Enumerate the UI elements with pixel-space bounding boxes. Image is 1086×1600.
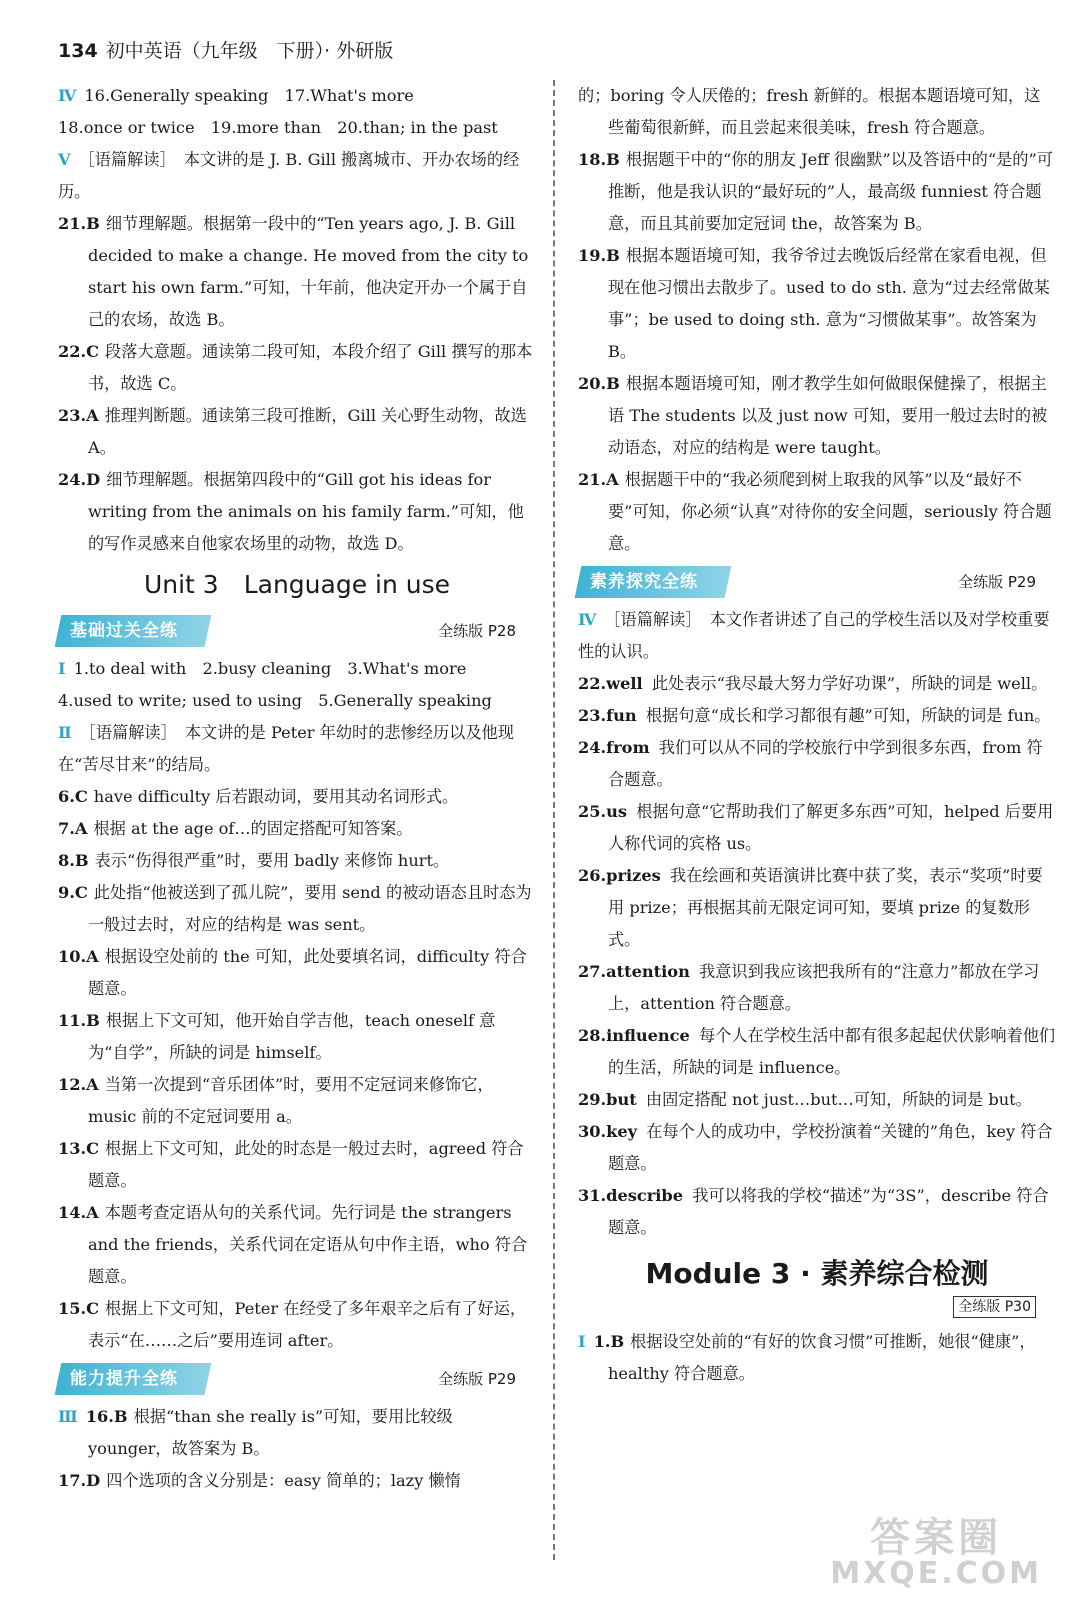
section-banner-label: 素养探究全练 xyxy=(590,572,698,592)
answer-number: 29.but xyxy=(578,1090,637,1109)
answer-text: 表示“伤得很严重”时，要用 badly 来修饰 hurt。 xyxy=(94,851,450,870)
answer-line xyxy=(58,80,536,112)
answer-number: 24.from xyxy=(578,738,650,757)
answer-text: 根据上下文可知，此处的时态是一般过去时，agreed 符合题意。 xyxy=(88,1139,524,1190)
answer-number: 16.B xyxy=(85,1407,128,1426)
answer-item xyxy=(58,877,536,941)
answer-number: 1.B xyxy=(593,1332,625,1351)
answer-text: 我可以将我的学校“描述”为“3S”，describe 符合题意。 xyxy=(608,1186,1049,1237)
answer-item xyxy=(58,813,536,845)
answer-text: 根据 at the age of…的固定搭配可知答案。 xyxy=(93,819,413,838)
unit-title: Unit 3 Language in use xyxy=(143,570,451,599)
answer-text: 我意识到我应该把我所有的“注意力”都放在学习上，attention 符合题意。 xyxy=(608,962,1040,1013)
answer-text: 根据设空处前的 the 可知，此处要填名词，difficulty 符合题意。 xyxy=(88,947,527,998)
answer-text: 根据句意“成长和学习都很有趣”可知，所缺的词是 fun。 xyxy=(645,706,1051,725)
answer-number: 7.A xyxy=(58,819,88,838)
book-title: 初中英语（九年级 下册）· 外研版 xyxy=(105,40,394,62)
section-roman: Ⅰ xyxy=(58,659,66,678)
answer-number: 25.us xyxy=(578,802,628,821)
answer-item xyxy=(58,781,536,813)
answer-number: 9.C xyxy=(58,883,88,902)
answer-item xyxy=(58,1293,536,1357)
answer-number: 23.fun xyxy=(578,706,637,725)
section-banner-label: 基础过关全练 xyxy=(70,621,178,641)
answer-number: 17.D xyxy=(58,1471,101,1490)
answer-text: 16.Generally speaking 17.What's more xyxy=(84,86,414,105)
section-page-ref: 全练版 P28 xyxy=(438,622,516,640)
page-number: 134 xyxy=(58,40,98,62)
section-roman: Ⅴ xyxy=(58,150,71,169)
column-divider xyxy=(553,80,555,1560)
right-column xyxy=(578,80,1056,1390)
section-header xyxy=(58,1359,536,1399)
passage-note xyxy=(58,144,536,208)
answer-item xyxy=(578,956,1056,1020)
watermark-line-1: 答案圈 xyxy=(870,1515,1003,1561)
answer-item xyxy=(578,240,1056,368)
answer-number: 21.B xyxy=(58,214,100,233)
answer-item xyxy=(578,1326,1056,1390)
section-page-ref: 全练版 P29 xyxy=(958,573,1036,591)
section-banner xyxy=(55,1363,212,1395)
answer-item xyxy=(58,845,536,877)
answer-number: 22.C xyxy=(58,342,100,361)
answer-number: 11.B xyxy=(58,1011,100,1030)
answer-item xyxy=(58,941,536,1005)
left-column xyxy=(58,80,536,1497)
answer-number: 28.influence xyxy=(578,1026,690,1045)
answer-item xyxy=(578,796,1056,860)
answer-item xyxy=(578,368,1056,464)
answer-text: 此处表示“我尽最大努力学好功课”，所缺的词是 well。 xyxy=(651,674,1048,693)
answer-text: ［语篇解读］ 本文作者讲述了自己的学校生活以及对学校重要性的认识。 xyxy=(578,610,1050,661)
answer-number: 27.attention xyxy=(578,962,690,981)
section-roman: Ⅳ xyxy=(58,86,77,105)
answer-item xyxy=(578,860,1056,956)
answer-text: 在每个人的成功中，学校扮演着“关键的”角色，key 符合题意。 xyxy=(608,1122,1053,1173)
answer-item xyxy=(58,1069,536,1133)
answer-item xyxy=(578,668,1056,700)
site-watermark xyxy=(830,1515,1042,1592)
answer-line xyxy=(58,112,536,144)
answer-text: 此处指“他被送到了孤儿院”，要用 send 的被动语态且时态为一般过去时，对应的结构是 was sent。 xyxy=(88,883,532,934)
answer-item xyxy=(578,700,1056,732)
section-roman: Ⅲ xyxy=(58,1407,78,1426)
section-roman: Ⅳ xyxy=(578,610,597,629)
answer-text: 的；boring 令人厌倦的；fresh 新鲜的。根据本题语境可知，这些葡萄很新鲜，而且尝起来很美味，fresh 符合题意。 xyxy=(578,86,1041,137)
section-banner-label: 能力提升全练 xyxy=(70,1369,178,1389)
answer-text: 1.to deal with 2.busy cleaning 3.What's more xyxy=(73,659,467,678)
watermark-line-2: MXQE.COM xyxy=(830,1556,1042,1591)
answer-text: 根据题干中的“你的朋友 Jeff 很幽默”以及答语中的“是的”可推断，他是我认识的“最好玩的”人，最高级 funniest 符合题意，而且其前要加定冠词 the，故答案为 B。 xyxy=(608,150,1053,233)
answer-number: 20.B xyxy=(578,374,620,393)
answer-text: 段落大意题。通读第二段可知，本段介绍了 Gill 撰写的那本书，故选 C。 xyxy=(88,342,533,393)
answer-text: 推理判断题。通读第三段可推断，Gill 关心野生动物，故选 A。 xyxy=(88,406,527,457)
answer-text: 我们可以从不同的学校旅行中学到很多东西，from 符合题意。 xyxy=(608,738,1043,789)
answer-item xyxy=(58,1005,536,1069)
answer-text: 本题考查定语从句的关系代词。先行词是 the strangers and the friends，关系代词在定语从句中作主语，who 符合题意。 xyxy=(88,1203,528,1286)
answer-text: 18.once or twice 19.more than 20.than; in the past xyxy=(58,118,498,137)
answer-text: 根据上下文可知，Peter 在经受了多年艰辛之后有了好运，表示“在……之后”要用连词 after。 xyxy=(88,1299,527,1350)
answer-item xyxy=(578,144,1056,240)
section-banner xyxy=(575,566,732,598)
passage-note xyxy=(58,717,536,781)
answer-item xyxy=(58,1133,536,1197)
answer-number: 13.C xyxy=(58,1139,100,1158)
answer-number: 31.describe xyxy=(578,1186,684,1205)
answer-text: 根据“than she really is”可知，要用比较级 younger，故答案为 B。 xyxy=(88,1407,453,1458)
answer-item xyxy=(58,1465,536,1497)
answer-continuation xyxy=(578,80,1056,144)
answer-number: 6.C xyxy=(58,787,88,806)
answer-item xyxy=(578,464,1056,560)
answer-number: 14.A xyxy=(58,1203,99,1222)
module-ref-row xyxy=(578,1296,1056,1318)
answer-text: ［语篇解读］ 本文讲的是 J. B. Gill 搬离城市、开办农场的经历。 xyxy=(58,150,520,201)
answer-number: 23.A xyxy=(58,406,99,425)
answer-number: 12.A xyxy=(58,1075,99,1094)
answer-number: 10.A xyxy=(58,947,99,966)
answer-number: 30.key xyxy=(578,1122,638,1141)
answer-text: 每个人在学校生活中都有很多起起伏伏影响着他们的生活，所缺的词是 influence。 xyxy=(608,1026,1056,1077)
answer-text: 细节理解题。根据第一段中的“Ten years ago, J. B. Gill decided to make a change. He moved from the city to start his own farm.”可知，十年前，他决定开办一个属于自己的农场，故选 B。 xyxy=(88,214,529,329)
answer-text: 根据本题语境可知，我爷爷过去晚饭后经常在家看电视，但现在他习惯出去散步了。used to do sth. 意为“过去经常做某事”；be used to doing sth. 意为“习惯做某事”。故答案为 B。 xyxy=(608,246,1050,361)
answer-text: 根据题干中的“我必须爬到树上取我的风筝”以及“最好不要”可知，你必须“认真”对待你的安全问题，seriously 符合题意。 xyxy=(608,470,1052,553)
answer-text: ［语篇解读］ 本文讲的是 Peter 年幼时的悲惨经历以及他现在“苦尽甘来”的结局。 xyxy=(58,723,514,774)
module-title: Module 3 · 素养综合检测 xyxy=(645,1257,989,1290)
answer-item xyxy=(578,1084,1056,1116)
answer-number: 8.B xyxy=(58,851,89,870)
answer-item xyxy=(58,336,536,400)
answer-item xyxy=(578,1116,1056,1180)
answer-line xyxy=(58,685,536,717)
section-header xyxy=(578,562,1056,602)
answer-item xyxy=(578,1180,1056,1244)
answer-item xyxy=(58,400,536,464)
section-roman: Ⅰ xyxy=(578,1332,586,1351)
section-page-ref: 全练版 P29 xyxy=(438,1370,516,1388)
answer-text: 根据设空处前的“有好的饮食习惯”可推断，她很“健康”，healthy 符合题意。 xyxy=(608,1332,1036,1383)
answer-line xyxy=(58,653,536,685)
answer-text: 4.used to write; used to using 5.Generally speaking xyxy=(58,691,492,710)
answer-text: 根据本题语境可知，刚才教学生如何做眼保健操了，根据主语 The students 以及 just now 可知，要用一般过去时的被动语态，对应的结构是 were taught。 xyxy=(608,374,1048,457)
answer-text: 根据上下文可知，他开始自学吉他，teach oneself 意为“自学”，所缺的词是 himself。 xyxy=(88,1011,496,1062)
answer-number: 22.well xyxy=(578,674,643,693)
answer-text: 当第一次提到“音乐团体”时，要用不定冠词来修饰它，music 前的不定冠词要用 a。 xyxy=(88,1075,494,1126)
answer-item xyxy=(578,732,1056,796)
answer-number: 15.C xyxy=(58,1299,100,1318)
answer-item xyxy=(58,1197,536,1293)
answer-number: 18.B xyxy=(578,150,620,169)
section-roman: Ⅱ xyxy=(58,723,72,742)
answer-number: 24.D xyxy=(58,470,101,489)
answer-text: 由固定搭配 not just…but…可知，所缺的词是 but。 xyxy=(645,1090,1032,1109)
answer-text: 根据句意“它帮助我们了解更多东西”可知，helped 后要用人称代词的宾格 us。 xyxy=(608,802,1054,853)
answer-text: 四个选项的含义分别是：easy 简单的；lazy 懒惰 xyxy=(106,1471,461,1490)
answer-item xyxy=(58,1401,536,1465)
section-banner xyxy=(55,615,212,647)
answer-text: 细节理解题。根据第四段中的“Gill got his ideas for writing from the animals on his family farm.”可知，他的写作灵感来自他家农场里的动物，故选 D。 xyxy=(88,470,524,553)
answer-item xyxy=(58,464,536,560)
answer-number: 21.A xyxy=(578,470,619,489)
module-page-ref: 全练版 P30 xyxy=(953,1296,1036,1318)
passage-note xyxy=(578,604,1056,668)
page-header xyxy=(58,36,393,63)
answer-item xyxy=(578,1020,1056,1084)
answer-number: 19.B xyxy=(578,246,620,265)
answer-number: 26.prizes xyxy=(578,866,661,885)
answer-text: 我在绘画和英语演讲比赛中获了奖，表示“奖项”时要用 prize；再根据其前无限定词可知，要填 prize 的复数形式。 xyxy=(608,866,1043,949)
section-header xyxy=(58,611,536,651)
answer-item xyxy=(58,208,536,336)
answer-text: have difficulty 后若跟动词，要用其动名词形式。 xyxy=(93,787,459,806)
